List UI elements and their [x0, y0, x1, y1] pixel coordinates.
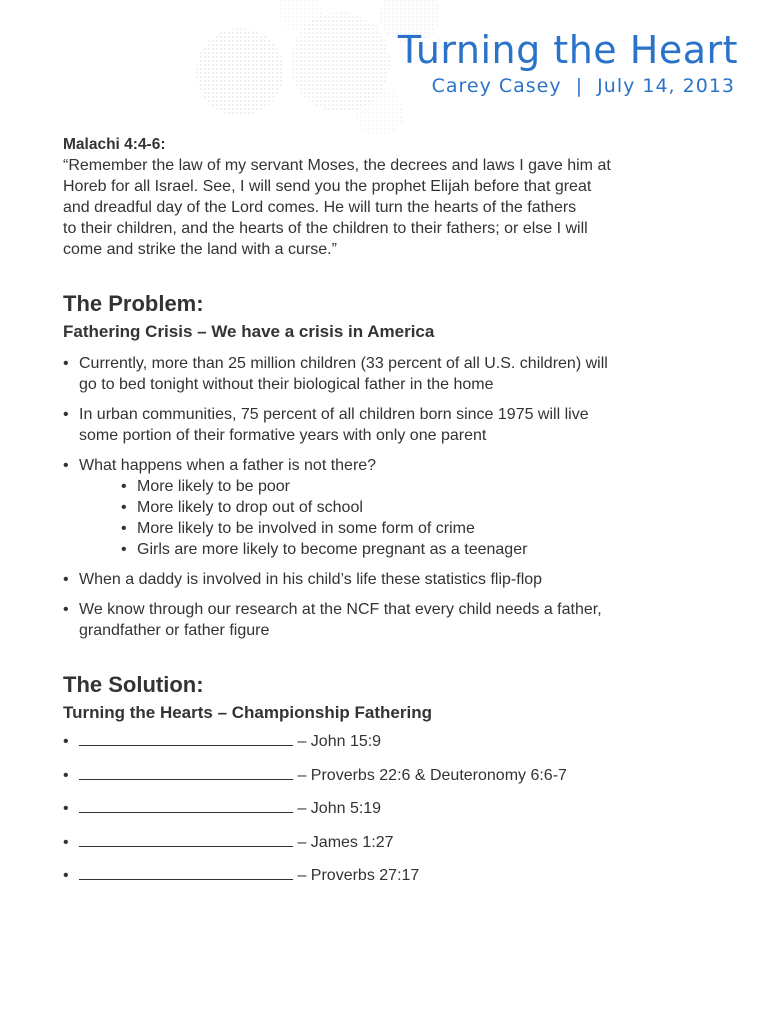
blank-line	[79, 731, 293, 746]
scripture-reference: Malachi 4:4-6:	[63, 136, 166, 153]
problem-subheading: Fathering Crisis – We have a crisis in America	[63, 322, 435, 341]
sub-list-item: • More likely to drop out of school	[121, 497, 733, 518]
list-item: • When a daddy is involved in his child’s life these statistics flip-flop	[63, 569, 733, 590]
list-item: • Currently, more than 25 million children (33 percent of all U.S. children) will go to bed tonight without their biological father in the home	[63, 353, 733, 395]
list-item: • We know through our research at the NCF that every child needs a father, grandfather or father figure	[63, 599, 733, 641]
blank-line	[79, 832, 293, 847]
problem-heading: The Problem:	[63, 291, 204, 316]
scripture-line: and dreadful day of the Lord comes. He will turn the hearts of the fathers	[63, 199, 577, 216]
scripture-line: come and strike the land with a curse.”	[63, 241, 337, 258]
solution-heading: The Solution:	[63, 672, 204, 697]
solution-list	[63, 731, 733, 899]
fill-in-item: • – James 1:27	[63, 832, 733, 866]
sub-list-item: • More likely to be involved in some form of crime	[121, 518, 733, 539]
fill-in-item: • – Proverbs 27:17	[63, 865, 733, 899]
document-body	[63, 134, 733, 899]
problem-bullets	[63, 353, 733, 641]
blank-line	[79, 765, 293, 780]
sub-list-item: • Girls are more likely to become pregnant as a teenager	[121, 539, 733, 560]
blank-line	[79, 865, 293, 880]
scripture-line: to their children, and the hearts of the children to their fathers; or else I will	[63, 220, 588, 237]
solution-subheading: Turning the Hearts – Championship Fathering	[63, 703, 432, 722]
page-subtitle: Carey Casey | July 14, 2013	[431, 75, 735, 97]
scripture-line: Horeb for all Israel. See, I will send you the prophet Elijah before that great	[63, 178, 592, 195]
fill-in-item: • – Proverbs 22:6 & Deuteronomy 6:6-7	[63, 765, 733, 799]
effects-sub-list	[79, 476, 733, 560]
fill-in-item: • – John 5:19	[63, 798, 733, 832]
fill-in-item: • – John 15:9	[63, 731, 733, 765]
sub-list-item: • More likely to be poor	[121, 476, 733, 497]
scripture-text	[63, 155, 733, 260]
page-title: Turning the Heart	[397, 28, 738, 72]
list-item: • What happens when a father is not there? • More likely to be poor • More likely to drop out of school • More likely to be involved in some form of crime • Girls are more likely to become pregnant as a teenager	[63, 455, 733, 560]
blank-line	[79, 798, 293, 813]
list-item: • In urban communities, 75 percent of all children born since 1975 will live some portion of their formative years with only one parent	[63, 404, 733, 446]
scripture-line: “Remember the law of my servant Moses, the decrees and laws I gave him at	[63, 157, 611, 174]
